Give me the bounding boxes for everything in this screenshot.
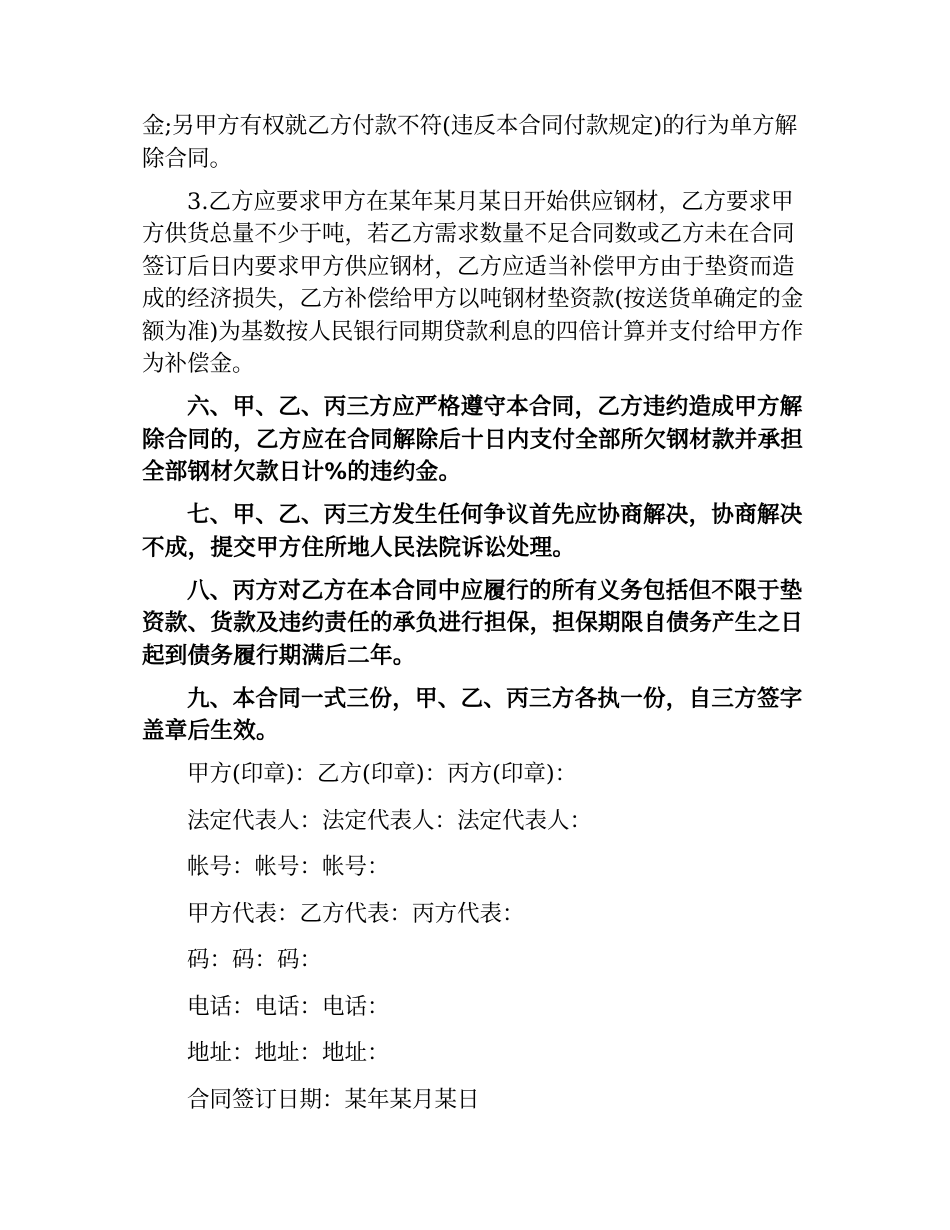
signature-line-legal-representative: 法定代表人：法定代表人：法定代表人： bbox=[187, 807, 593, 834]
signature-line-code: 码：码：码： bbox=[187, 947, 323, 973]
document-body bbox=[142, 110, 812, 1130]
signature-line-address: 地址：地址：地址： bbox=[187, 1040, 390, 1066]
paragraph-article-7: 七、甲、乙、丙三方发生任何争议首先应协商解决，协商解决不成，提交甲方住所地人民法院诉讼处理。 bbox=[142, 502, 803, 561]
signature-line-account: 帐号：帐号：帐号： bbox=[187, 854, 390, 880]
paragraph-article-6: 六、甲、乙、丙三方应严格遵守本合同，乙方违约造成甲方解除合同的，乙方应在合同解除后十日内支付全部所欠钢材款并承担全部钢材欠款日计%的违约金。 bbox=[142, 394, 804, 485]
signature-line-representative: 甲方代表：乙方代表：丙方代表： bbox=[187, 900, 525, 927]
signature-line-phone: 电话：电话：电话： bbox=[187, 993, 390, 1020]
paragraph-clause-3: 3.乙方应要求甲方在某年某月某日开始供应钢材，乙方要求甲方供货总量不少于吨，若乙方需求数量不足合同数或乙方未在合同签订后日内要求甲方供应钢材，乙方应适当补偿甲方由于垫资而造成的经济损失，乙方补偿给甲方以吨钢材垫资款(按送货单确定的金额为准)为基数按人民银行同期贷款利息的四倍计算并支付给甲方作为补偿金。 bbox=[142, 188, 804, 377]
signature-line-seal: 甲方(印章)：乙方(印章)：丙方(印章)： bbox=[187, 761, 578, 787]
signature-line-date: 合同签订日期：某年某月某日 bbox=[187, 1086, 480, 1113]
paragraph-article-9: 九、本合同一式三份，甲、乙、丙三方各执一份，自三方签字盖章后生效。 bbox=[142, 685, 803, 744]
paragraph-article-8: 八、丙方对乙方在本合同中应履行的所有义务包括但不限于垫资款、货款及违约责任的承负进行担保，担保期限自债务产生之日起到债务履行期满后二年。 bbox=[142, 577, 804, 669]
paragraph-continuation: 金;另甲方有权就乙方付款不符(违反本合同付款规定)的行为单方解除合同。 bbox=[142, 113, 798, 172]
